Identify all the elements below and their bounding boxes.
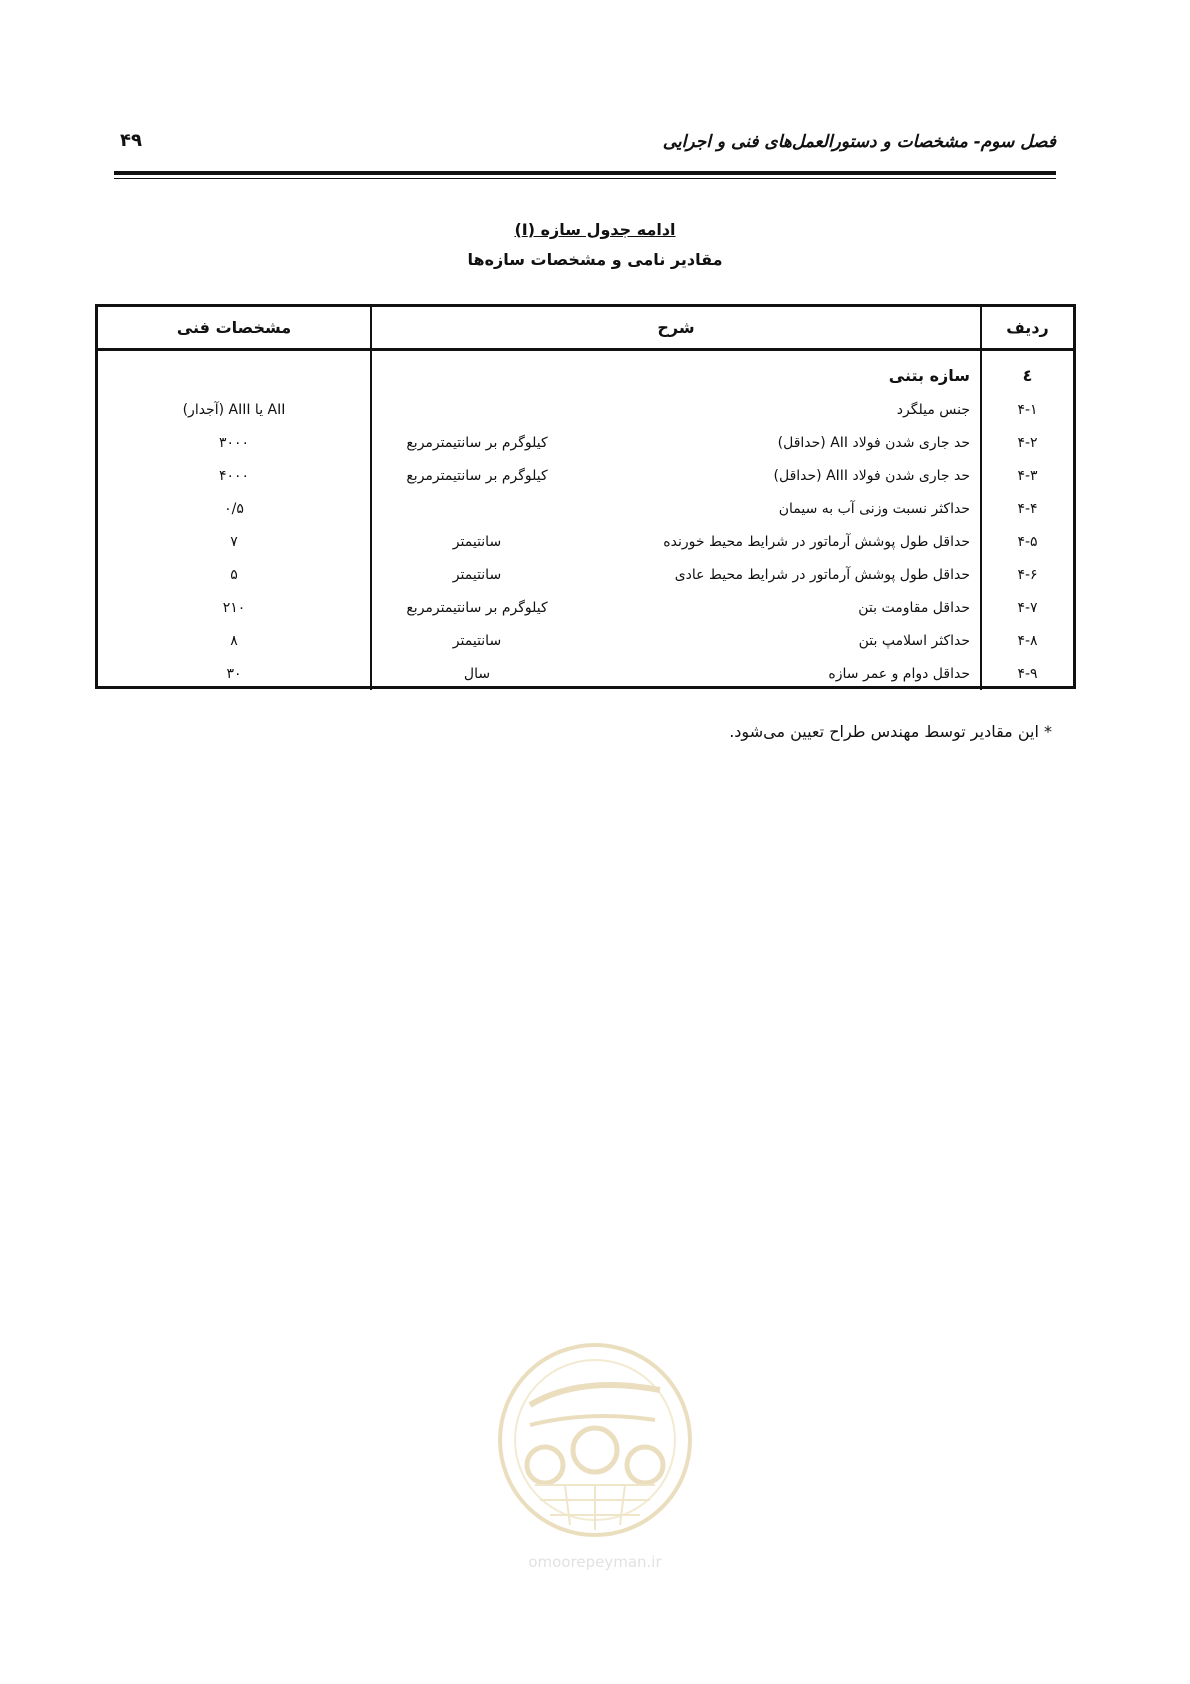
section-row bbox=[98, 350, 1073, 394]
header-desc: شرح bbox=[371, 307, 981, 350]
row-spec: ۳۰ bbox=[226, 665, 242, 682]
table-row bbox=[98, 591, 1073, 624]
header-rule-thin bbox=[114, 178, 1056, 179]
row-unit bbox=[372, 402, 582, 418]
section-number: ٤ bbox=[981, 350, 1073, 394]
row-description bbox=[371, 426, 981, 459]
row-number: ۴-۴ bbox=[981, 492, 1073, 525]
row-spec: ۰/۵ bbox=[224, 500, 244, 517]
row-desc-text: حد جاری شدن فولاد AII (حداقل) bbox=[777, 434, 970, 451]
row-unit: کیلوگرم بر سانتیمترمربع bbox=[406, 599, 548, 616]
row-unit: سانتیمتر bbox=[452, 533, 502, 550]
watermark-logo bbox=[490, 1335, 700, 1575]
watermark-text: omoorepeyman.ir bbox=[528, 1553, 662, 1571]
row-unit bbox=[372, 501, 582, 517]
row-desc-text: حداقل طول پوشش آرماتور در شرایط محیط خورنده bbox=[663, 533, 970, 550]
row-number: ۴-۲ bbox=[981, 426, 1073, 459]
header-spec: مشخصات فنی bbox=[98, 307, 371, 350]
table-row bbox=[98, 492, 1073, 525]
row-desc-text: حداکثر اسلامپ بتن bbox=[858, 632, 970, 649]
row-desc-text: حداقل طول پوشش آرماتور در شرایط محیط عادی bbox=[674, 566, 970, 583]
row-number: ۴-۳ bbox=[981, 459, 1073, 492]
row-spec: ۸ bbox=[230, 632, 238, 649]
row-desc-text: جنس میلگرد bbox=[896, 401, 970, 418]
table-row bbox=[98, 393, 1073, 426]
table-row bbox=[98, 624, 1073, 657]
row-number: ۴-۶ bbox=[981, 558, 1073, 591]
table-row bbox=[98, 525, 1073, 558]
row-desc-text: حداقل دوام و عمر سازه bbox=[828, 665, 970, 682]
header-radif: ردیف bbox=[981, 307, 1073, 350]
row-unit: کیلوگرم بر سانتیمترمربع bbox=[406, 467, 548, 484]
table-row bbox=[98, 459, 1073, 492]
row-desc-text: حد جاری شدن فولاد AIII (حداقل) bbox=[773, 467, 970, 484]
table-row bbox=[98, 657, 1073, 690]
row-desc-text: حداکثر نسبت وزنی آب به سیمان bbox=[778, 500, 970, 517]
page-number: ۴۹ bbox=[120, 130, 142, 151]
table-header-row bbox=[98, 307, 1073, 350]
row-description bbox=[371, 393, 981, 426]
row-description bbox=[371, 591, 981, 624]
row-desc-text: حداقل مقاومت بتن bbox=[858, 599, 970, 616]
row-number: ۴-۱ bbox=[981, 393, 1073, 426]
row-number: ۴-۸ bbox=[981, 624, 1073, 657]
footnote: * این مقادیر توسط مهندس طراح تعیین می‌شود. bbox=[729, 722, 1052, 741]
row-unit: کیلوگرم بر سانتیمترمربع bbox=[406, 434, 548, 451]
row-number: ۴-۵ bbox=[981, 525, 1073, 558]
row-description bbox=[371, 459, 981, 492]
row-spec: ۴۰۰۰ bbox=[218, 467, 250, 484]
table-row bbox=[98, 558, 1073, 591]
row-spec: ۳۰۰۰ bbox=[218, 434, 250, 451]
row-description bbox=[371, 525, 981, 558]
row-spec: ۵ bbox=[230, 566, 238, 583]
row-spec: ۲۱۰ bbox=[222, 599, 246, 616]
row-description bbox=[371, 558, 981, 591]
row-spec: AII یا AIII (آجدار) bbox=[182, 401, 286, 418]
row-unit: سانتیمتر bbox=[452, 566, 502, 583]
row-description bbox=[371, 492, 981, 525]
header-rule-thick bbox=[114, 171, 1056, 175]
section-spec bbox=[98, 350, 371, 394]
table-caption-line2: مقادیر نامی و مشخصات سازه‌ها bbox=[467, 250, 723, 269]
section-title: سازه بتنی bbox=[371, 350, 981, 394]
table-caption-line1: ادامه جدول سازه (I) bbox=[514, 220, 676, 239]
row-description bbox=[371, 624, 981, 657]
specs-table bbox=[95, 304, 1076, 689]
row-number: ۴-۷ bbox=[981, 591, 1073, 624]
chapter-title: فصل سوم- مشخصات و دستورالعمل‌های فنی و اجرایی bbox=[662, 132, 1056, 152]
row-description bbox=[371, 657, 981, 690]
row-spec: ۷ bbox=[230, 533, 238, 550]
table-row bbox=[98, 426, 1073, 459]
row-unit: سال bbox=[463, 665, 491, 682]
row-unit: سانتیمتر bbox=[452, 632, 502, 649]
row-number: ۴-۹ bbox=[981, 657, 1073, 690]
